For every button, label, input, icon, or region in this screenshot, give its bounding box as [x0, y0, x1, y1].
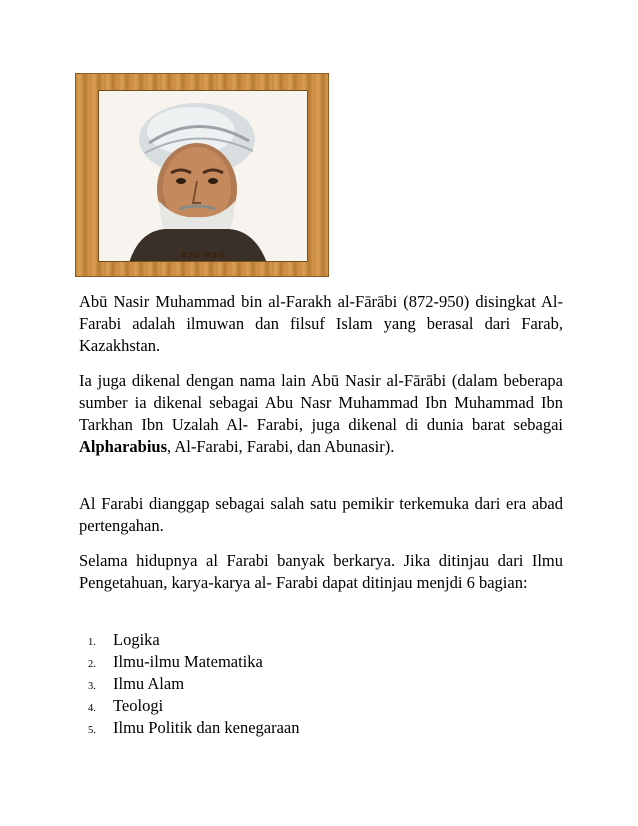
paragraph-names-before: Ia juga dikenal dengan nama lain Abū Nasir al-Fārābi (dalam beberapa sumber ia dikenal sebagai Abu Nasr Muhammad Ibn Muhammad Ibn Tarkhan Ibn Uzalah Al- Farabi, juga dikenal di dunia barat sebagai: [79, 371, 563, 434]
paragraph-names: [79, 370, 563, 458]
paragraph-names-text: [79, 370, 563, 458]
list-item: [88, 629, 300, 651]
list-item: [88, 673, 300, 695]
paragraph-names-after: , Al-Farabi, Farabi, dan Abunasir).: [167, 437, 395, 456]
portrait-caption: 870-950: [181, 251, 225, 260]
works-list: [88, 629, 300, 739]
portrait-frame: [75, 73, 329, 277]
paragraph-works-text: Selama hidupnya al Farabi banyak berkarya. Jika ditinjau dari Ilmu Pengetahuan, karya-karya al- Farabi dapat ditinjau menjdi 6 bagian:: [79, 551, 563, 592]
list-item-number: 2.: [88, 659, 96, 670]
list-item-number: 5.: [88, 725, 96, 736]
list-item-label: Ilmu-ilmu Matematika: [113, 652, 263, 671]
list-item: [88, 717, 300, 739]
portrait-image: [98, 90, 308, 262]
list-item: [88, 651, 300, 673]
list-item-label: Teologi: [113, 696, 164, 715]
paragraph-works: [79, 550, 563, 594]
list-item-number: 4.: [88, 703, 96, 714]
list-item-label: Ilmu Alam: [113, 674, 185, 693]
list-item-label: Logika: [113, 630, 160, 649]
list-item-number: 1.: [88, 637, 96, 648]
paragraph-thinker-text: Al Farabi dianggap sebagai salah satu pemikir terkemuka dari era abad pertengahan.: [79, 494, 563, 535]
list-item-label: Ilmu Politik dan kenegaraan: [113, 718, 300, 737]
list-item: [88, 695, 300, 717]
paragraph-intro: [79, 291, 563, 357]
alpharabius-bold: Alpharabius: [79, 437, 168, 456]
portrait-illustration: [99, 91, 308, 262]
paragraph-intro-text: Abū Nasir Muhammad bin al-Farakh al-Fārābi (872-950) disingkat Al-Farabi adalah ilmuwan dan filsuf Islam yang berasal dari Farab, Kazakhstan.: [79, 292, 563, 355]
list-item-number: 3.: [88, 681, 96, 692]
paragraph-thinker: [79, 493, 563, 537]
